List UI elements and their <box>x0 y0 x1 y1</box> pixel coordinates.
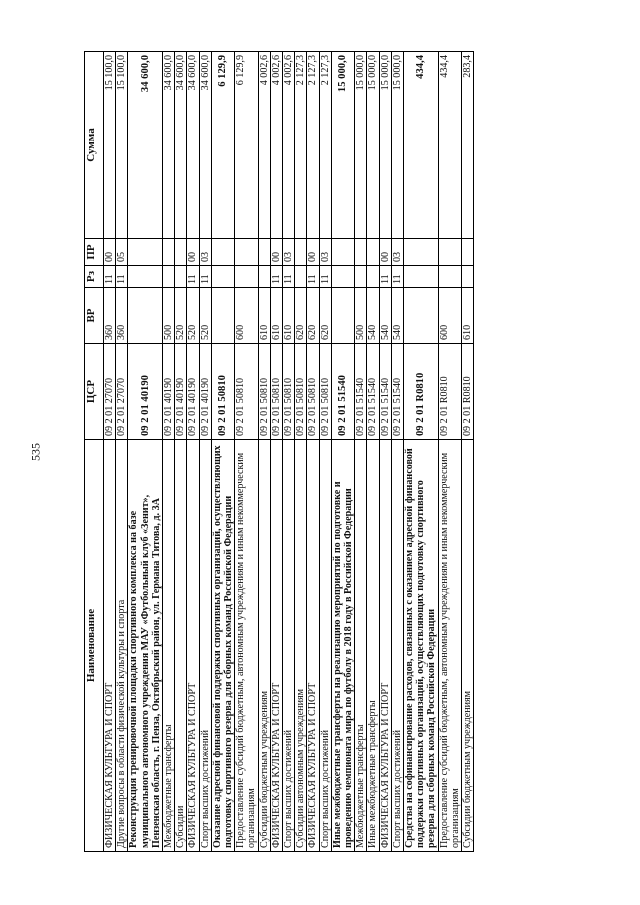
cell-name: ФИЗИЧЕСКАЯ КУЛЬТУРА И СПОРТ <box>104 440 116 852</box>
cell-sum: 34 600,0 <box>187 52 199 239</box>
cell-pr: 00 <box>307 239 319 266</box>
header-pr: ПР <box>85 239 104 266</box>
cell-pr: 03 <box>199 239 211 266</box>
cell-sum: 34 600,0 <box>175 52 187 239</box>
cell-sum: 15 000,0 <box>379 52 391 239</box>
cell-name: Средства на софинансирование расходов, связанных с оказанием адресной финансовой поддержки спортивных организаций, осуществляющих подготовку спортивного резерва для сборных команд Российской Федерации <box>404 440 439 852</box>
cell-vr: 610 <box>258 288 270 344</box>
cell-csr: 09 2 01 R0810 <box>438 344 461 440</box>
table-row <box>391 52 403 852</box>
cell-csr: 09 2 01 50810 <box>258 344 270 440</box>
cell-csr: 09 2 01 50810 <box>270 344 282 440</box>
cell-vr: 520 <box>187 288 199 344</box>
cell-name: Субсидии бюджетным учреждениям <box>258 440 270 852</box>
cell-vr: 620 <box>295 288 307 344</box>
cell-pr <box>462 239 474 266</box>
cell-pr <box>355 239 367 266</box>
cell-sum: 6 129,9 <box>235 52 258 239</box>
cell-sum: 34 600,0 <box>163 52 175 239</box>
table-row <box>270 52 282 852</box>
table-row <box>235 52 258 852</box>
cell-sum: 434,4 <box>438 52 461 239</box>
cell-rz <box>331 266 354 288</box>
header-csr: ЦСР <box>85 344 104 440</box>
cell-pr <box>211 239 234 266</box>
cell-vr: 500 <box>163 288 175 344</box>
table-row <box>199 52 211 852</box>
rotated-page-content <box>84 52 602 852</box>
cell-vr: 620 <box>319 288 331 344</box>
cell-name: ФИЗИЧЕСКАЯ КУЛЬТУРА И СПОРТ <box>307 440 319 852</box>
cell-rz: 11 <box>116 266 128 288</box>
cell-pr: 00 <box>187 239 199 266</box>
cell-sum: 34 600,0 <box>199 52 211 239</box>
table-row <box>258 52 270 852</box>
cell-sum: 4 002,6 <box>270 52 282 239</box>
table-row <box>295 52 307 852</box>
cell-rz <box>175 266 187 288</box>
cell-name: Другие вопросы в области физической культуры и спорта <box>116 440 128 852</box>
cell-sum: 34 600,0 <box>128 52 163 239</box>
table-row <box>404 52 439 852</box>
cell-rz <box>128 266 163 288</box>
cell-csr: 09 2 01 40190 <box>187 344 199 440</box>
cell-sum: 15 000,0 <box>355 52 367 239</box>
cell-name: Спорт высших достижений <box>283 440 295 852</box>
cell-vr: 540 <box>367 288 379 344</box>
cell-pr <box>331 239 354 266</box>
table-row <box>355 52 367 852</box>
cell-pr: 03 <box>319 239 331 266</box>
cell-sum: 283,4 <box>462 52 474 239</box>
table-row <box>379 52 391 852</box>
cell-name: Иные межбюджетные трансферты на реализацию мероприятий по подготовке и проведению чемпионата мира по футболу в 2018 году в Российской Федерации <box>331 440 354 852</box>
header-vr: ВР <box>85 288 104 344</box>
cell-vr: 600 <box>235 288 258 344</box>
cell-name: Спорт высших достижений <box>391 440 403 852</box>
cell-vr: 540 <box>379 288 391 344</box>
cell-rz: 11 <box>270 266 282 288</box>
cell-pr: 00 <box>379 239 391 266</box>
cell-pr: 03 <box>391 239 403 266</box>
cell-rz: 11 <box>199 266 211 288</box>
table-row <box>128 52 163 852</box>
cell-vr: 610 <box>283 288 295 344</box>
header-sum: Сумма <box>85 52 104 239</box>
table-row <box>307 52 319 852</box>
cell-rz <box>211 266 234 288</box>
cell-name: ФИЗИЧЕСКАЯ КУЛЬТУРА И СПОРТ <box>379 440 391 852</box>
table-row <box>187 52 199 852</box>
cell-pr: 00 <box>104 239 116 266</box>
cell-pr <box>367 239 379 266</box>
cell-vr <box>331 288 354 344</box>
cell-vr <box>404 288 439 344</box>
cell-vr: 520 <box>175 288 187 344</box>
cell-name: Спорт высших достижений <box>319 440 331 852</box>
cell-vr: 620 <box>307 288 319 344</box>
cell-vr <box>128 288 163 344</box>
cell-sum: 2 127,3 <box>307 52 319 239</box>
page-number: 535 <box>28 443 43 461</box>
table-row <box>438 52 461 852</box>
cell-name: ФИЗИЧЕСКАЯ КУЛЬТУРА И СПОРТ <box>270 440 282 852</box>
cell-sum: 2 127,3 <box>295 52 307 239</box>
table-row <box>367 52 379 852</box>
cell-csr: 09 2 01 51540 <box>379 344 391 440</box>
cell-name: Субсидии бюджетным учреждениям <box>462 440 474 852</box>
cell-sum: 15 100,0 <box>116 52 128 239</box>
cell-vr: 500 <box>355 288 367 344</box>
cell-vr: 360 <box>116 288 128 344</box>
cell-vr: 360 <box>104 288 116 344</box>
cell-vr: 610 <box>270 288 282 344</box>
table-header-row <box>85 52 104 852</box>
cell-csr: 09 2 01 27070 <box>104 344 116 440</box>
cell-csr: 09 2 01 50810 <box>235 344 258 440</box>
cell-pr: 05 <box>116 239 128 266</box>
cell-csr: 09 2 01 50810 <box>319 344 331 440</box>
cell-name: ФИЗИЧЕСКАЯ КУЛЬТУРА И СПОРТ <box>187 440 199 852</box>
cell-name: Реконструкция тренировочной площадки спортивного комплекса на базе муниципального автономного учреждения МАУ «Футбольный клуб «Зенит», Пензенская область, г. Пенза, Октябрьский район, ул. Германа Титова, д. 3А <box>128 440 163 852</box>
cell-vr: 610 <box>462 288 474 344</box>
cell-pr <box>128 239 163 266</box>
cell-rz: 11 <box>391 266 403 288</box>
cell-csr: 09 2 01 51540 <box>331 344 354 440</box>
cell-name: Межбюджетные трансферты <box>355 440 367 852</box>
cell-sum: 15 000,0 <box>367 52 379 239</box>
table-row <box>283 52 295 852</box>
table-row <box>319 52 331 852</box>
cell-name: Субсидии <box>175 440 187 852</box>
cell-sum: 15 000,0 <box>391 52 403 239</box>
header-rz: Рз <box>85 266 104 288</box>
cell-sum: 15 100,0 <box>104 52 116 239</box>
cell-csr: 09 2 01 40190 <box>163 344 175 440</box>
cell-name: Спорт высших достижений <box>199 440 211 852</box>
table-row <box>462 52 474 852</box>
cell-sum: 15 000,0 <box>331 52 354 239</box>
cell-vr: 520 <box>199 288 211 344</box>
cell-name: Субсидии автономным учреждениям <box>295 440 307 852</box>
cell-rz <box>367 266 379 288</box>
cell-pr <box>163 239 175 266</box>
cell-csr: 09 2 01 51540 <box>355 344 367 440</box>
cell-vr <box>211 288 234 344</box>
cell-rz: 11 <box>379 266 391 288</box>
cell-name: Межбюджетные трансферты <box>163 440 175 852</box>
cell-rz <box>235 266 258 288</box>
cell-csr: 09 2 01 50810 <box>211 344 234 440</box>
cell-sum: 4 002,6 <box>283 52 295 239</box>
cell-rz <box>258 266 270 288</box>
cell-sum: 2 127,3 <box>319 52 331 239</box>
cell-pr: 03 <box>283 239 295 266</box>
cell-pr <box>235 239 258 266</box>
cell-csr: 09 2 01 50810 <box>307 344 319 440</box>
cell-rz: 11 <box>307 266 319 288</box>
cell-rz <box>295 266 307 288</box>
table-row <box>211 52 234 852</box>
table-row <box>104 52 116 852</box>
cell-csr: 09 2 01 40190 <box>175 344 187 440</box>
cell-pr <box>175 239 187 266</box>
table-row <box>331 52 354 852</box>
header-name: Наименование <box>85 440 104 852</box>
cell-name: Иные межбюджетные трансферты <box>367 440 379 852</box>
cell-sum: 6 129,9 <box>211 52 234 239</box>
cell-csr: 09 2 01 50810 <box>295 344 307 440</box>
table-row <box>116 52 128 852</box>
cell-vr: 540 <box>391 288 403 344</box>
cell-csr: 09 2 01 40190 <box>128 344 163 440</box>
cell-name: Предоставление субсидий бюджетным, автономным учреждениям и иным некоммерческим организациям <box>438 440 461 852</box>
table-row <box>175 52 187 852</box>
cell-rz: 11 <box>319 266 331 288</box>
cell-rz: 11 <box>104 266 116 288</box>
cell-csr: 09 2 01 27070 <box>116 344 128 440</box>
cell-rz <box>163 266 175 288</box>
budget-table <box>84 51 474 852</box>
cell-rz <box>355 266 367 288</box>
cell-csr: 09 2 01 50810 <box>283 344 295 440</box>
cell-pr <box>404 239 439 266</box>
cell-rz: 11 <box>283 266 295 288</box>
cell-sum: 434,4 <box>404 52 439 239</box>
cell-csr: 09 2 01 R0810 <box>404 344 439 440</box>
cell-sum: 4 002,6 <box>258 52 270 239</box>
cell-rz <box>404 266 439 288</box>
table-body <box>104 52 474 852</box>
cell-rz <box>438 266 461 288</box>
cell-csr: 09 2 01 40190 <box>199 344 211 440</box>
cell-csr: 09 2 01 R0810 <box>462 344 474 440</box>
cell-rz: 11 <box>187 266 199 288</box>
cell-pr <box>295 239 307 266</box>
cell-pr <box>258 239 270 266</box>
cell-csr: 09 2 01 51540 <box>391 344 403 440</box>
cell-csr: 09 2 01 51540 <box>367 344 379 440</box>
cell-name: Предоставление субсидий бюджетным, автономным учреждениям и иным некоммерческим организациям <box>235 440 258 852</box>
cell-name: Оказание адресной финансовой поддержки спортивных организаций, осуществляющих подготовку спортивного резерва для сборных команд Российской Федерации <box>211 440 234 852</box>
cell-rz <box>462 266 474 288</box>
cell-pr: 00 <box>270 239 282 266</box>
table-row <box>163 52 175 852</box>
cell-vr: 600 <box>438 288 461 344</box>
cell-pr <box>438 239 461 266</box>
